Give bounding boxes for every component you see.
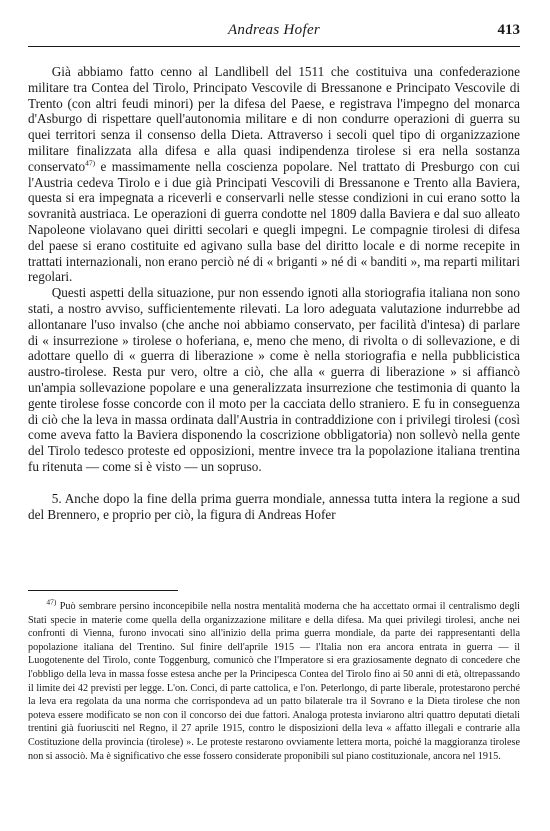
footnote-rule: [28, 590, 178, 591]
footnote-text: Può sembrare persino inconcepibile nella nostra mentalità moderna che ha accettato ormai il centralismo degli Stati specie in materie come quella della organizzazione militare e della difesa. Ma quei privilegi tirolesi, anche nei confronti di Vienna, furono invocati sino all'inizio della prima guerra mondiale, da parte dei rappresentanti della popolazione italiana del Trentino. Sul finire dell'aprile 1915 — l'Italia non era ancora entrata in guerra — il Luogotenente del Tirolo, conte Toggenburg, comunicò che l'Imperatore si era graziosamente degnato di concedere che l'obbligo della leva in massa fosse estesa anche per la Principesca Contea del Tirolo fino ai 50 anni di età, oltrepassando il limite dei 42 previsti per legge. L'on. Conci, di parte cattolica, e l'on. Peterlongo, di parte liberale, protestarono perché la leva era regolata da una norma che corrispondeva ad un patto bilaterale tra il Sovrano e la Dieta tirolese che non poteva essere modificato se non con il concorso dei due fattori. Analoga protesta inviarono altri quattro deputati dietali trentini già fuoriusciti nel Regno, il 27 aprile 1915, contro le disposizioni della leva « affatto illegali e contrarie alla Costituzione della provincia (tirolese) ». Le proteste restarono ovviamente lettera morta, poiché la maggioranza tirolese non si associò. Ma è significativo che esse fossero considerate proponibili sul piano costituzionale, ancora nel 1915.: [28, 601, 520, 762]
footnotes: [28, 597, 520, 763]
main-text: [28, 64, 520, 522]
running-title: Andreas Hofer: [227, 22, 321, 38]
footnote-marker: 47): [46, 597, 57, 607]
header-rule: [28, 46, 520, 47]
paragraph-1-part-b: e massimamente nella coscienza popolare. Nel trattato di Presburgo con cui l'Austria cedeva Tirolo e i due già Principati Vescovili di Bressanone e Trento alla Baviera, questa si era impegnata a riceverli e conservarli nelle stesse condizioni in cui erano sotto la sovranità austriaca. Le operazioni di guerra condotte nel 1809 dalla Baviera e dal suo alleato Napoleone violavano quei diritti secolari e quegli impegni. Le compagnie tirolesi di difesa del paese si erano costituite ed agivano sulla base del diritto locale e di norme recepite in trattati internazionali, non erano perciò né di « briganti » né di « banditi », ma reparti militari regolari.: [28, 158, 520, 285]
page-header: [28, 22, 520, 46]
footnote-47: [28, 597, 520, 763]
footnote-reference: 47): [85, 158, 96, 168]
page-number: 413: [497, 22, 520, 38]
paragraph-2: Questi aspetti della situazione, pur non essendo ignoti alla storiografia italiana non sono stati, a nostro avviso, sufficientemente rilevati. La loro adeguata valutazione indurrebbe ad allontanare l'uso invalso (che anche noi abbiamo conservato, per facilità d'intesa) di parlare di « insurrezione » tirolese o hoferiana, e, meno che meno, di rivolta o di sollevazione, e di adottare quello di « guerra di liberazione » come è nella storiografia e nella pubblicistica austro-tirolese. Resta pur vero, oltre a ciò, che alla « guerra di liberazione » si affiancò un'ampia sollevazione popolare e una generalizzata insurrezione che testimonia di quanto la gente tirolese fosse concorde con il moto per la cacciata dello straniero. E fu in conseguenza di ciò che la leva in massa ordinata dall'Austria in contraddizione con i privilegi tirolesi (così come aveva fatto la Baviera disponendo la coscrizione obbligatoria) non sollevò nella gente del Tirolo tedesco proteste ed opposizioni, mentre invece tra la popolazione italiana trentina fu ritenuta — come si è visto — un sopruso.: [28, 285, 520, 474]
paragraph-1-part-a: Già abbiamo fatto cenno al Landlibell del 1511 che costituiva una confederazione militare tra Contea del Tirolo, Principato Vescovile di Bressanone e Principato Vescovile di Trento (con altri feudi minori) per la difesa del Paese, e registrava l'impegno del monarca d'Asburgo di rispettare quell'autonomia militare e di non condurre operazioni di guerra su quei territori senza il consenso della Dieta. Attraverso i secoli quel tipo di organizzazione militare finalizzata alla difesa e alla quasi indipendenza tirolese si era nella sostanza conservato: [28, 64, 520, 174]
paragraph-3: 5. Anche dopo la fine della prima guerra mondiale, annessa tutta intera la regione a sud del Brennero, e proprio per ciò, la figura di Andreas Hofer: [28, 490, 520, 522]
paragraph-1: [28, 64, 520, 285]
